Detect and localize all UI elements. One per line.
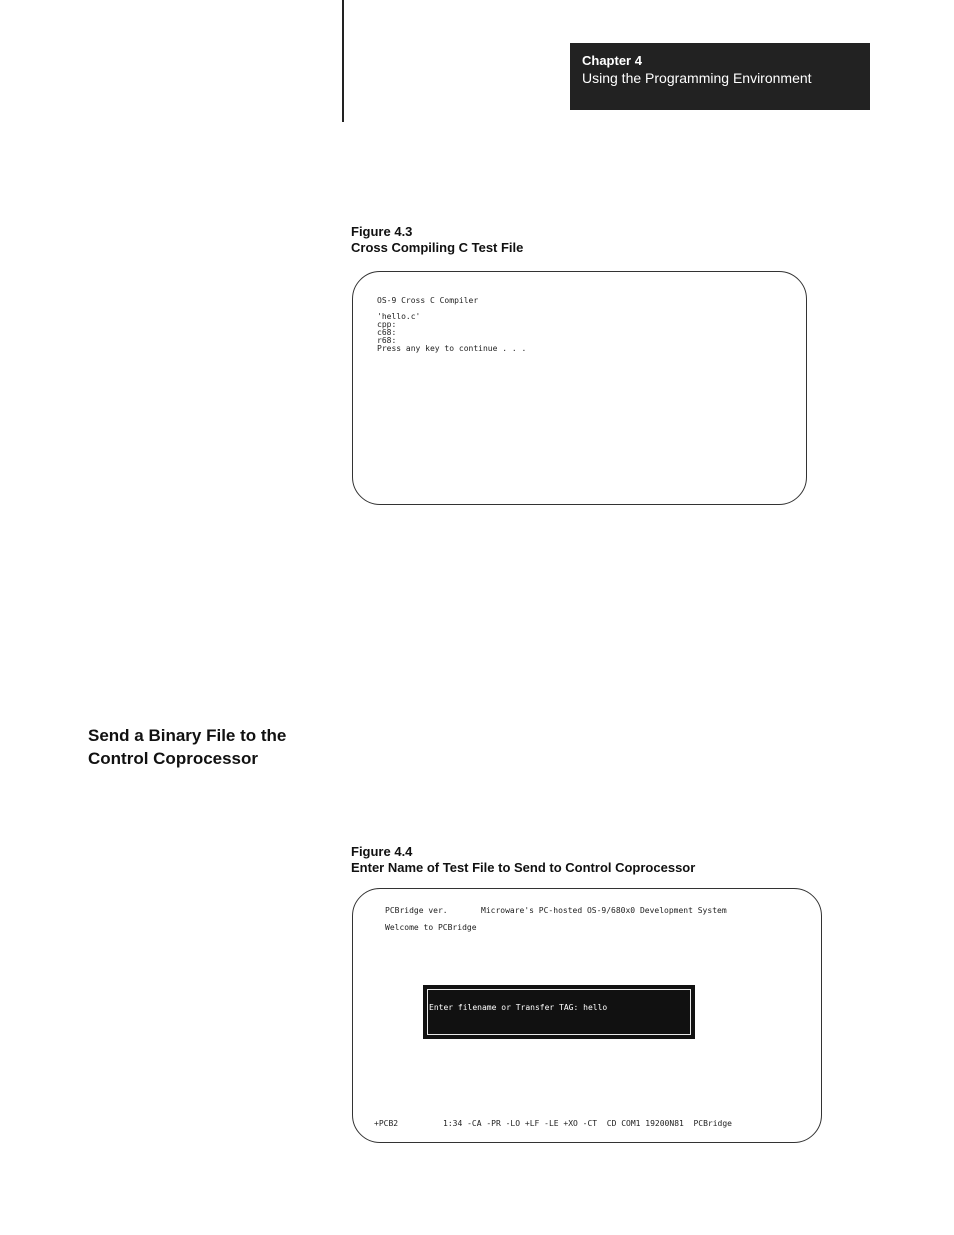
figure-title: Cross Compiling C Test File	[351, 240, 524, 255]
chapter-title: Using the Programming Environment	[582, 70, 812, 86]
pcbridge-version: PCBridge ver.	[385, 906, 448, 915]
screen-line: 'hello.c'	[377, 312, 421, 321]
figure-title: Enter Name of Test File to Send to Control Coprocessor	[351, 860, 696, 875]
section-heading-line: Send a Binary File to the	[88, 726, 287, 745]
status-bar-left: +PCB2	[374, 1119, 399, 1128]
figure-number: Figure 4.4	[351, 844, 413, 859]
pcbridge-system-title: Microware's PC-hosted OS-9/680x0 Development System	[481, 906, 727, 915]
screen-line: c68:	[377, 328, 397, 337]
filename-dialog	[423, 985, 695, 1039]
section-heading	[88, 724, 318, 770]
screen-line: cpp:	[377, 320, 397, 329]
dialog-border	[427, 989, 691, 1035]
screen-line: Press any key to continue . . .	[377, 344, 527, 353]
screen-line: OS-9 Cross C Compiler	[377, 296, 479, 305]
chapter-label: Chapter 4	[582, 53, 642, 68]
section-heading-line: Control Coprocessor	[88, 749, 259, 768]
status-bar-right: 1:34 -CA -PR -LO +LF -LE +XO -CT CD COM1 19200N81 PCBridge	[443, 1119, 732, 1128]
figure-number: Figure 4.3	[351, 224, 413, 239]
margin-rule	[342, 0, 344, 122]
pcbridge-screen	[352, 888, 822, 1143]
screen-line: r68:	[377, 336, 397, 345]
compiler-screen	[352, 271, 807, 505]
chapter-header	[570, 43, 870, 110]
welcome-text: Welcome to PCBridge	[385, 923, 477, 932]
figure-4-4-caption	[351, 844, 695, 876]
filename-input[interactable]: Enter filename or Transfer TAG: hello	[429, 1003, 608, 1012]
figure-4-3-caption	[351, 224, 523, 256]
